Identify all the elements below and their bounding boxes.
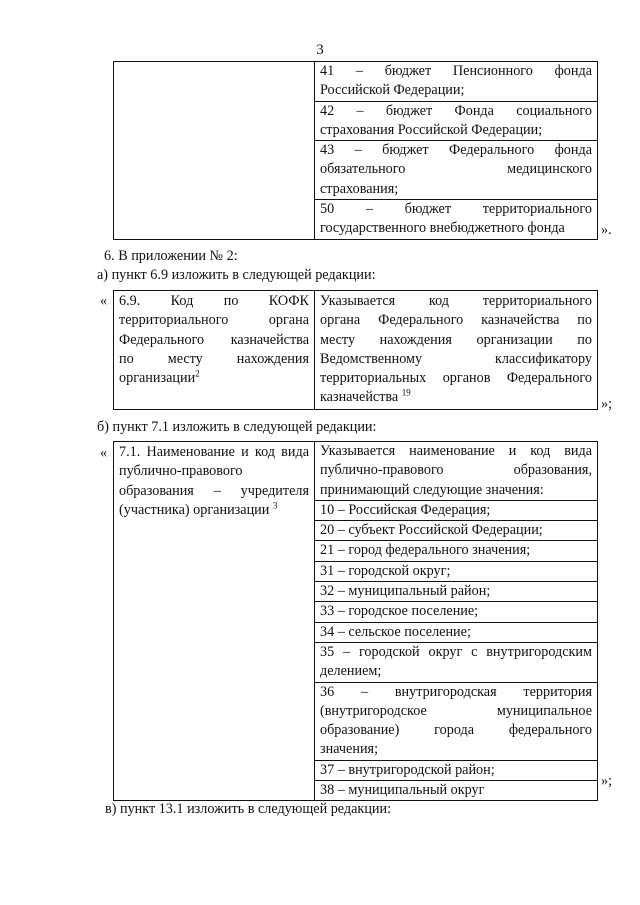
- table1-entry: 41 – бюджет Пенсионного фонда Российской Федерации;: [320, 63, 592, 99]
- table3-entry: 34 – сельское поселение;: [315, 622, 597, 642]
- table3-left-cell: 7.1. Наименование и код вида публично-правового образования – учредителя (участника) организации $^3$: [114, 442, 315, 801]
- closing-quote: ».: [601, 222, 612, 238]
- table3-entry: 20 – субъект Российской Федерации;: [315, 520, 597, 540]
- table3-entry: 33 – городское поселение;: [315, 601, 597, 621]
- item-b-text: б) пункт 7.1 изложить в следующей редакции:: [97, 419, 377, 435]
- table3-entry: 21 – город федерального значения;: [315, 540, 597, 560]
- item-v-text: в) пункт 13.1 изложить в следующей редакции:: [105, 801, 392, 817]
- table3-entry: 38 – муниципальный округ: [315, 780, 597, 800]
- footnote-marker: 3: [272, 500, 278, 511]
- table2-left-cell: 6.9. Код по КОФК территориального органа Федерального казначейства по месту нахождения организации$^2$: [114, 291, 315, 410]
- table1-right-cell: [315, 62, 598, 240]
- footnote-marker: 2: [195, 368, 200, 379]
- opening-quote: «: [100, 445, 108, 461]
- table1-entry: 43 – бюджет Федерального фонда обязательного медицинского страхования;: [315, 140, 597, 199]
- table1-entry: 42 – бюджет Фонда социального страхования Российской Федерации;: [315, 101, 597, 141]
- table3-entry: 36 – внутригородская территория (внутригородское муниципальное образование) города федерального значения;: [315, 682, 597, 760]
- table-item-7-1: [113, 441, 598, 801]
- table3-entry: 35 – городской округ с внутригородским делением;: [315, 642, 597, 682]
- table3-entry: 32 – муниципальный район;: [315, 581, 597, 601]
- table-item-6-9: [113, 290, 598, 410]
- table3-entry: 31 – городской округ;: [315, 561, 597, 581]
- closing-quote: »;: [601, 396, 613, 412]
- table1-entry: 50 – бюджет территориального государственного внебюджетного фонда: [315, 199, 597, 239]
- table1-left-cell: [114, 62, 315, 240]
- opening-quote: «: [100, 293, 108, 309]
- page-number: 3: [316, 42, 324, 58]
- closing-quote: »;: [601, 773, 613, 789]
- table-continuation: [113, 61, 598, 240]
- table3-entry: Указывается наименование и код вида публично-правового образования, принимающий следующие значения:: [320, 443, 592, 498]
- table3-right-cell: [315, 442, 598, 801]
- section-heading: 6. В приложении № 2:: [104, 248, 238, 264]
- footnote-marker: 19: [401, 387, 411, 398]
- table3-entry: 37 – внутригородской район;: [315, 760, 597, 780]
- table3-entry: 10 – Российская Федерация;: [315, 500, 597, 520]
- table2-right-cell: Указывается код территориального органа Федерального казначейства по месту нахождения организации по Ведомственному классификатору территориальных органов Федерального казначейства $^{19}$: [315, 291, 598, 410]
- item-a-text: а) пункт 6.9 изложить в следующей редакции:: [97, 267, 376, 283]
